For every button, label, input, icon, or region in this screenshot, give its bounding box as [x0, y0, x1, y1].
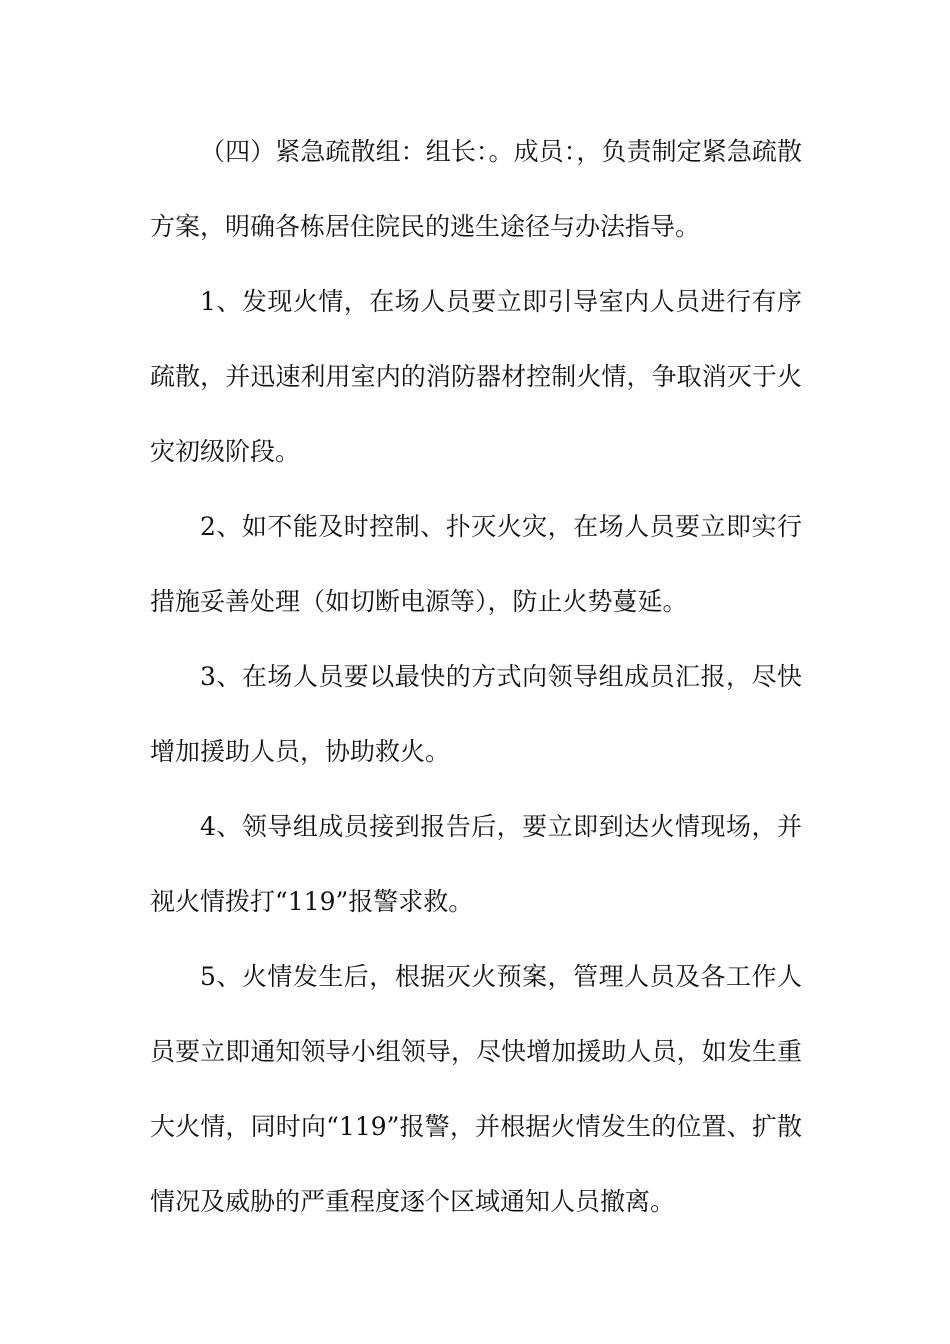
- paragraph-step-4: 4、领导组成员接到报告后，要立即到达火情现场，并视火情拨打“119”报警求救。: [150, 812, 802, 916]
- paragraph-step-2: 2、如不能及时控制、扑灭火灾，在场人员要立即实行措施妥善处理（如切断电源等），防止火势蔓延。: [150, 512, 802, 616]
- paragraph-step-5: 5、火情发生后，根据灭火预案，管理人员及各工作人员要立即通知领导小组领导，尽快增加援助人员，如发生重大火情，同时向“119”报警，并根据火情发生的位置、扩散情况及威胁的严重程度逐个区域通知人员撤离。: [150, 962, 802, 1216]
- paragraph-step-3: 3、在场人员要以最快的方式向领导组成员汇报，尽快增加援助人员，协助救火。: [150, 662, 802, 766]
- document-body: [150, 114, 802, 1239]
- paragraph-step-1: 1、发现火情，在场人员要立即引导室内人员进行有序疏散，并迅速利用室内的消防器材控制火情，争取消灭于火灾初级阶段。: [150, 287, 802, 466]
- paragraph-evacuation-group: （四）紧急疏散组：组长：。成员：，负责制定紧急疏散方案，明确各栋居住院民的逃生途径与办法指导。: [150, 137, 802, 241]
